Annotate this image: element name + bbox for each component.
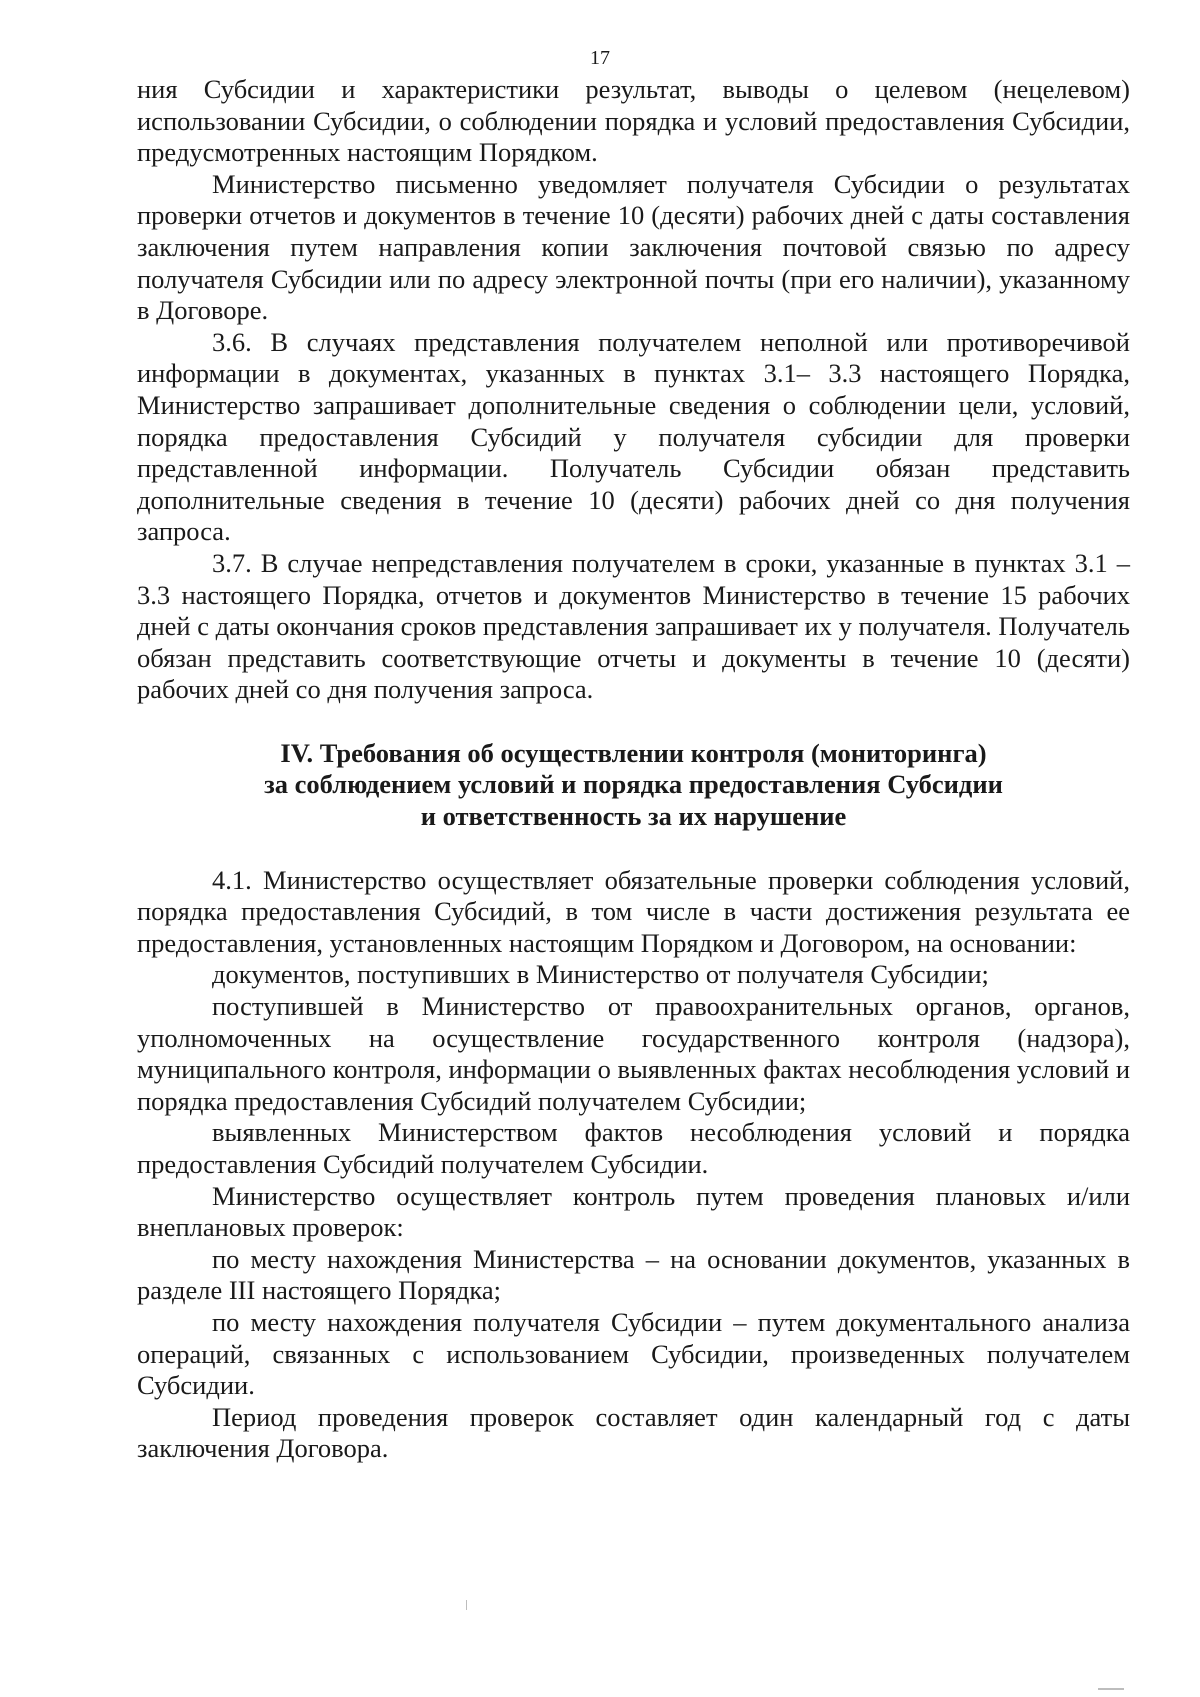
paragraph: по месту нахождения получателя Субсидии – путем документального анализа операций, связанных с использованием Субсидии, произведенных получателем Субсидии. [137, 1306, 1130, 1401]
paragraph: по месту нахождения Министерства – на основании документов, указанных в разделе III настоящего Порядка; [137, 1243, 1130, 1306]
section-iii-continuation [137, 74, 1130, 706]
heading-line: и ответственность за их нарушение [420, 801, 847, 832]
section-iv-heading [137, 738, 1130, 833]
paragraph: 3.7. В случае непредставления получателем в сроки, указанные в пунктах 3.1 – 3.3 настоящего Порядка, отчетов и документов Министерство в течение 15 рабочих дней с даты окончания сроков представления запрашивает их у получателя. Получатель обязан представить соответствующие отчеты и документы в течение 10 (десяти) рабочих дней со дня получения запроса. [137, 547, 1130, 705]
scan-artifact [1098, 1688, 1124, 1690]
paragraph: Министерство письменно уведомляет получателя Субсидии о результатах проверки отчетов и документов в течение 10 (десяти) рабочих дней с даты составления заключения путем направления копии заключения почтовой связью по адресу получателя Субсидии или по адресу электронной почты (при его наличии), указанному в Договоре. [137, 168, 1130, 326]
paragraph: документов, поступивших в Министерство от получателя Субсидии; [212, 959, 989, 990]
heading-line: IV. Требования об осуществлении контроля (мониторинга) [280, 737, 987, 768]
paragraph: 3.6. В случаях представления получателем неполной или противоречивой информации в документах, указанных в пунктах 3.1– 3.3 настоящего Порядка, Министерство запрашивает дополнительные сведения о соблюдении цели, условий, порядка предоставления Субсидий у получателя субсидии для проверки представленной информации. Получатель Субсидии обязан представить дополнительные сведения в течение 10 (десяти) рабочих дней со дня получения запроса. [137, 326, 1130, 547]
paragraph: выявленных Министерством фактов несоблюдения условий и порядка предоставления Субсидий получателем Субсидии. [137, 1117, 1130, 1179]
document-body [137, 74, 1130, 1465]
heading-line: за соблюдением условий и порядка предоставления Субсидии [264, 769, 1003, 800]
paragraph: поступившей в Министерство от правоохранительных органов, органов, уполномоченных на осуществление государственного контроля (надзора), муниципального контроля, информации о выявленных фактах несоблюдения условий и порядка предоставления Субсидий получателем Субсидии; [137, 991, 1130, 1116]
page-number: 17 [590, 47, 610, 69]
paragraph: Министерство осуществляет контроль путем проведения плановых и/или внеплановых проверок: [137, 1180, 1130, 1243]
paragraph: 4.1. Министерство осуществляет обязательные проверки соблюдения условий, порядка предоставления Субсидий, в том числе в части достижения результата ее предоставления, установленных настоящим Порядком и Договором, на основании: [137, 864, 1130, 958]
scan-artifact [466, 1600, 467, 1610]
section-iv-body [137, 865, 1130, 1465]
paragraph: Период проведения проверок составляет один календарный год с даты заключения Договора. [137, 1401, 1130, 1464]
paragraph: ния Субсидии и характеристики результат, выводы о целевом (нецелевом) использовании Субсидии, о соблюдении порядка и условий предоставления Субсидии, предусмотренных настоящим Порядком. [137, 74, 1130, 168]
